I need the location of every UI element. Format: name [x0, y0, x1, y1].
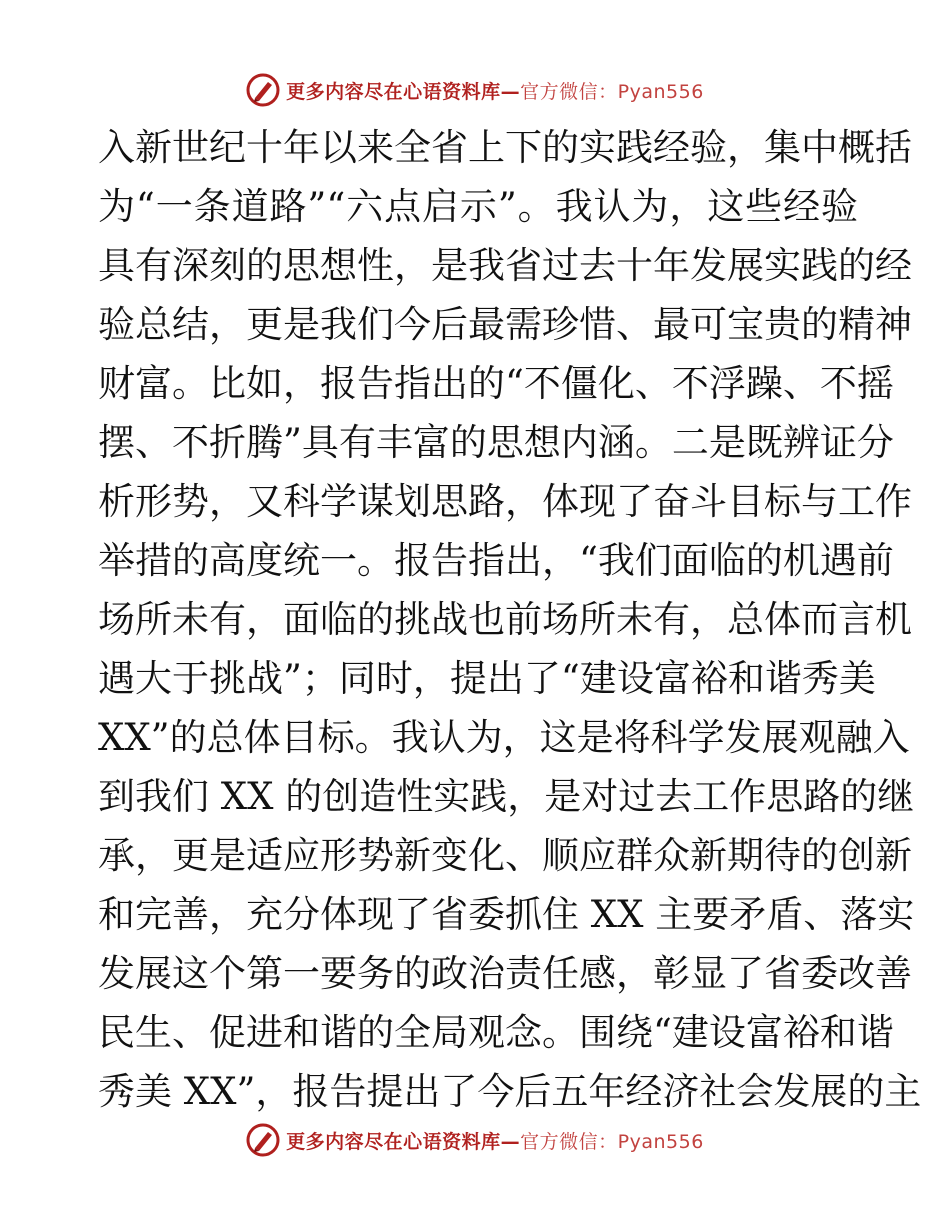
header-wechat-text: 官方微信：Pyan556	[520, 80, 704, 103]
document-body	[98, 118, 922, 1121]
footer-wechat-text: 官方微信：Pyan556	[520, 1130, 704, 1153]
text-line: 民生、促进和谐的全局观念。围绕“建设富裕和谐	[98, 1011, 894, 1054]
text-line: 析形势，又科学谋划思路，体现了奋斗目标与工作	[98, 480, 912, 523]
footer-banner-text	[286, 1127, 704, 1154]
text-line: 入新世纪十年以来全省上下的实践经验，集中概括	[98, 126, 912, 169]
text-line: 为“一条道路”“六点启示”。我认为，这些经验	[98, 185, 858, 228]
text-line: 财富。比如，报告指出的“不僵化、不浮躁、不摇	[98, 362, 894, 405]
text-line: 摆、不折腾”具有丰富的思想内涵。二是既辨证分	[98, 421, 894, 464]
text-line: 举措的高度统一。报告指出，“我们面临的机遇前	[98, 539, 894, 582]
footer-banner	[0, 1118, 950, 1162]
footer-library-text: 更多内容尽在心语资料库—	[286, 1130, 521, 1153]
text-line: 遇大于挑战”；同时，提出了“建设富裕和谐秀美	[98, 657, 876, 700]
pen-logo-icon	[246, 73, 280, 107]
text-line: 到我们 XX 的创造性实践，是对过去工作思路的继	[98, 775, 915, 818]
text-line: 发展这个第一要务的政治责任感，彰显了省委改善	[98, 952, 912, 995]
text-line: 具有深刻的思想性，是我省过去十年发展实践的经	[98, 244, 912, 287]
text-line: 承，更是适应形势新变化、顺应群众新期待的创新	[98, 834, 912, 877]
header-banner	[0, 68, 950, 112]
text-line: 秀美 XX”，报告提出了今后五年经济社会发展的主	[98, 1070, 922, 1113]
text-line: 和完善，充分体现了省委抓住 XX 主要矛盾、落实	[98, 893, 915, 936]
header-banner-text	[286, 77, 704, 104]
text-line: 场所未有，面临的挑战也前场所未有，总体而言机	[98, 598, 912, 641]
text-line: XX”的总体目标。我认为，这是将科学发展观融入	[98, 716, 910, 759]
pen-logo-icon	[246, 1123, 280, 1157]
text-line: 验总结，更是我们今后最需珍惜、最可宝贵的精神	[98, 303, 912, 346]
header-library-text: 更多内容尽在心语资料库—	[286, 80, 521, 103]
